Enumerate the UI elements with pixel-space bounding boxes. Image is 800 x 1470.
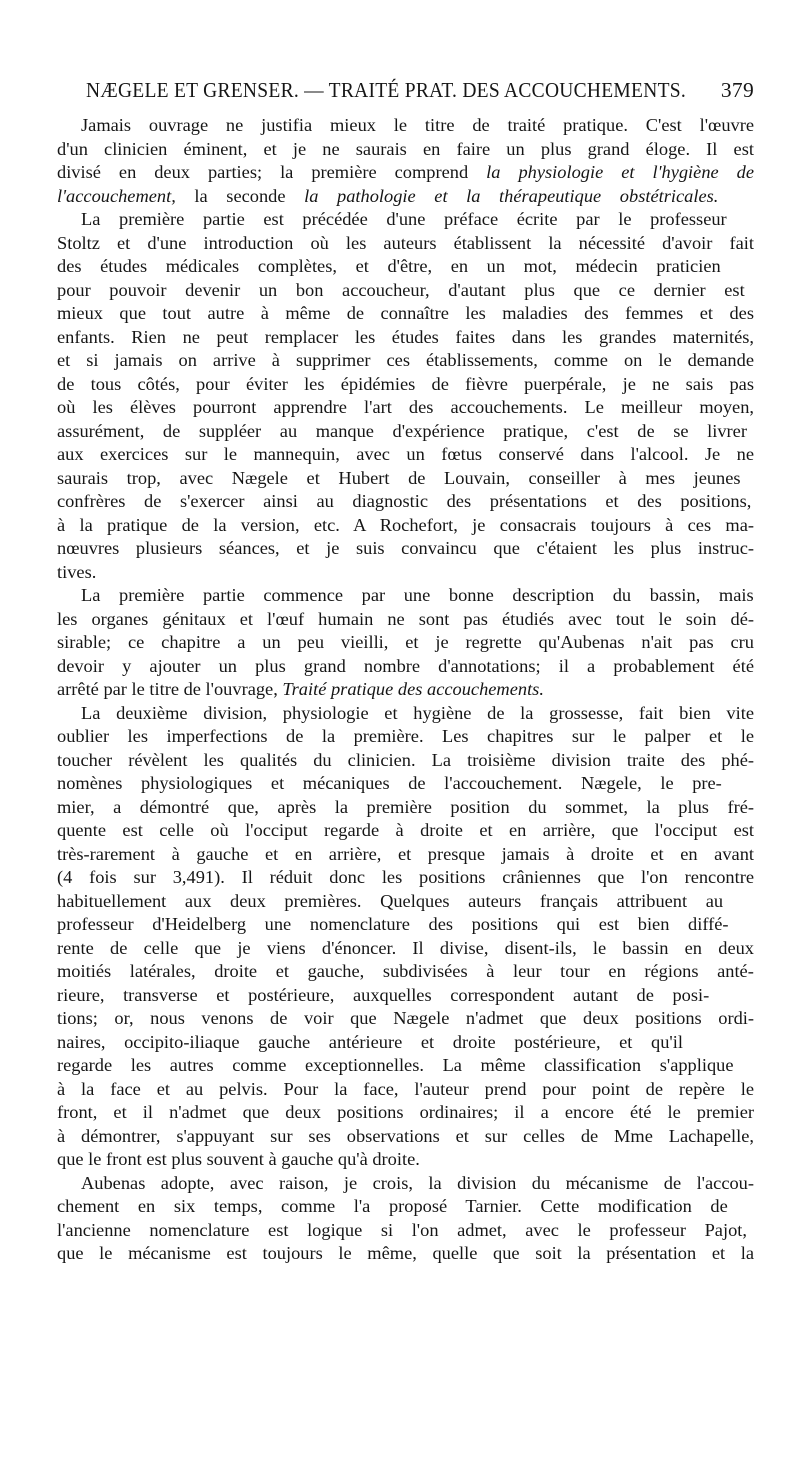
text-line [57,843,754,867]
text-line-content: assurément, de suppléer au manque d'expérience pratique, c'est de se livrer [57,420,747,441]
text-line-content: Aubenas adopte, avec raison, je crois, la division du mécanisme de l'accou- [81,1172,754,1193]
text-line [57,114,754,138]
text-line-content: saurais trop, avec Nægele et Hubert de Louvain, conseiller à mes jeunes [57,467,741,488]
text-line [57,772,754,796]
text-line [57,584,754,608]
text-line [57,373,754,397]
text-line-content: où les élèves pourront apprendre l'art des accouchements. Le meilleur moyen, [57,397,754,417]
text-line [57,255,754,279]
text-line [57,819,754,843]
text-line-content: à la face et au pelvis. Pour la face, l'auteur prend pour point de repère le [57,1078,754,1099]
text-line-content: toucher révèlent les qualités du clinicien. La troisième division traite des phé- [57,749,754,770]
text-line [57,1125,754,1149]
text-line-content: et si jamais on arrive à supprimer ces établissements, comme on le demande [57,350,754,370]
text-line [57,420,754,444]
text-line [57,537,754,561]
text-line [57,866,754,890]
text-line [57,1148,754,1172]
text-line-content: arrêté par le titre de l'ouvrage, Traité pratique des accouchements. [57,679,544,699]
text-line-content: de tous côtés, pour éviter les épidémies de fièvre puerpérale, je ne sais pas [57,373,754,394]
running-header [86,78,754,108]
text-line [57,655,754,679]
text-line-content: rente de celle que je viens d'énoncer. Il divise, disent-ils, le bassin en deux [57,937,754,958]
body-text [57,114,754,1266]
text-line [57,1007,754,1031]
text-line [57,913,754,937]
text-line-content: oublier les imperfections de la première. Les chapitres sur le palper et le [57,726,754,746]
text-line [57,208,754,232]
text-line [57,796,754,820]
text-line [57,702,754,726]
text-line-content: regarde les autres comme exceptionnelles. La même classification s'applique [57,1055,734,1075]
text-line-content: tives. [57,561,97,582]
text-line-content: nœuvres plusieurs séances, et je suis convaincu que c'étaient les plus instruc- [57,538,754,558]
text-line [57,326,754,350]
text-line-content: les organes génitaux et l'œuf humain ne sont pas étudiés avec tout le soin dé- [57,608,754,629]
text-line [57,749,754,773]
text-line-content: (4 fois sur 3,491). Il réduit donc les positions crâniennes que l'on rencontre [57,867,754,887]
text-line-content: tions; or, nous venons de voir que Nægele n'admet que deux positions ordi- [57,1008,754,1028]
text-line [57,232,754,256]
text-line-content: La deuxième division, physiologie et hygiène de la grossesse, fait bien vite [81,702,754,723]
text-line [57,349,754,373]
text-line [57,161,754,185]
text-line-content: des études médicales complètes, et d'être, en un mot, médecin praticien [57,256,721,276]
text-line [57,490,754,514]
text-line-content: moitiés latérales, droite et gauche, subdivisées à leur tour en régions anté- [57,961,754,981]
text-line [57,725,754,749]
text-line [57,960,754,984]
text-line-content: Stoltz et d'une introduction où les auteurs établissent la nécessité d'avoir fait [57,232,754,253]
text-line-content: pour pouvoir devenir un bon accoucheur, d'autant plus que ce dernier est [57,279,745,300]
text-line [57,561,754,585]
text-line-content: que le mécanisme est toujours le même, quelle que soit la présentation et la [57,1243,754,1263]
text-line-content: divisé en deux parties; la première comprend la physiologie et l'hygiène de [57,162,755,182]
page-number: 379 [720,78,754,102]
text-line-content: habituellement aux deux premières. Quelques auteurs français attribuent au [57,890,724,911]
text-line-content: rieure, transverse et postérieure, auxquelles correspondent autant de posi- [57,984,710,1005]
text-line-content: l'ancienne nomenclature est logique si l'on admet, avec le professeur Pajot, [57,1219,747,1240]
text-line-content: naires, occipito-iliaque gauche antérieure et droite postérieure, et qu'il [57,1031,683,1052]
text-line [57,608,754,632]
text-line [57,443,754,467]
text-line [57,678,754,702]
text-line [57,514,754,538]
text-line [57,1031,754,1055]
text-line [57,279,754,303]
text-line-content: enfants. Rien ne peut remplacer les études faites dans les grandes maternités, [57,326,754,347]
text-line [57,1101,754,1125]
text-line [57,467,754,491]
text-line-content: sirable; ce chapitre a un peu vieilli, et je regrette qu'Aubenas n'ait pas cru [57,632,754,652]
text-line [57,1172,754,1196]
text-line [57,138,754,162]
text-line [57,1242,754,1266]
text-line-content: d'un clinicien éminent, et je ne saurais en faire un plus grand éloge. Il est [57,138,754,159]
text-line-content: aux exercices sur le mannequin, avec un fœtus conservé dans l'alcool. Je ne [57,444,754,464]
text-line-content: confrères de s'exercer ainsi au diagnostic des présentations et des positions, [57,491,752,511]
text-line-content: à démontrer, s'appuyant sur ses observations et sur celles de Mme Lachapelle, [57,1125,754,1146]
text-line [57,185,754,209]
text-line-content: professeur d'Heidelberg une nomenclature des positions qui est bien diffé- [57,914,729,934]
text-line [57,396,754,420]
text-line-content: mieux que tout autre à même de connaître les maladies des femmes et des [57,303,754,323]
text-line-content: nomènes physiologiques et mécaniques de l'accouchement. Nægele, le pre- [57,773,722,793]
text-line [57,937,754,961]
text-line-content: mier, a démontré que, après la première position du sommet, la plus fré- [57,796,754,817]
text-line [57,302,754,326]
text-line-content: front, et il n'admet que deux positions ordinaires; il a encore été le premier [57,1102,754,1122]
text-line-content: La première partie est précédée d'une préface écrite par le professeur [81,209,727,229]
text-line-content: devoir y ajouter un plus grand nombre d'annotations; il a probablement été [57,655,754,676]
text-line [57,1195,754,1219]
text-line [57,890,754,914]
text-line-content: que le front est plus souvent à gauche qu'à droite. [57,1149,420,1169]
text-line-content: à la pratique de la version, etc. A Rochefort, je consacrais toujours à ces ma- [57,514,754,535]
text-line [57,1054,754,1078]
running-title: NÆGELE ET GRENSER. — TRAITÉ PRAT. DES ACCOUCHEMENTS. [86,78,686,102]
text-line-content: quente est celle où l'occiput regarde à droite et en arrière, que l'occiput est [57,820,754,840]
text-line [57,1219,754,1243]
text-line [57,1078,754,1102]
text-line-content: chement en six temps, comme l'a proposé Tarnier. Cette modification de [57,1196,728,1216]
text-line-content: très-rarement à gauche et en arrière, et presque jamais à droite et en avant [57,843,754,864]
text-line-content: Jamais ouvrage ne justifia mieux le titre de traité pratique. C'est l'œuvre [81,115,754,135]
text-line-content: La première partie commence par une bonne description du bassin, mais [81,585,754,605]
text-line [57,984,754,1008]
text-line-content: l'accouchement, la seconde la pathologie et la thérapeutique obstétricales. [57,185,719,206]
text-line [57,631,754,655]
